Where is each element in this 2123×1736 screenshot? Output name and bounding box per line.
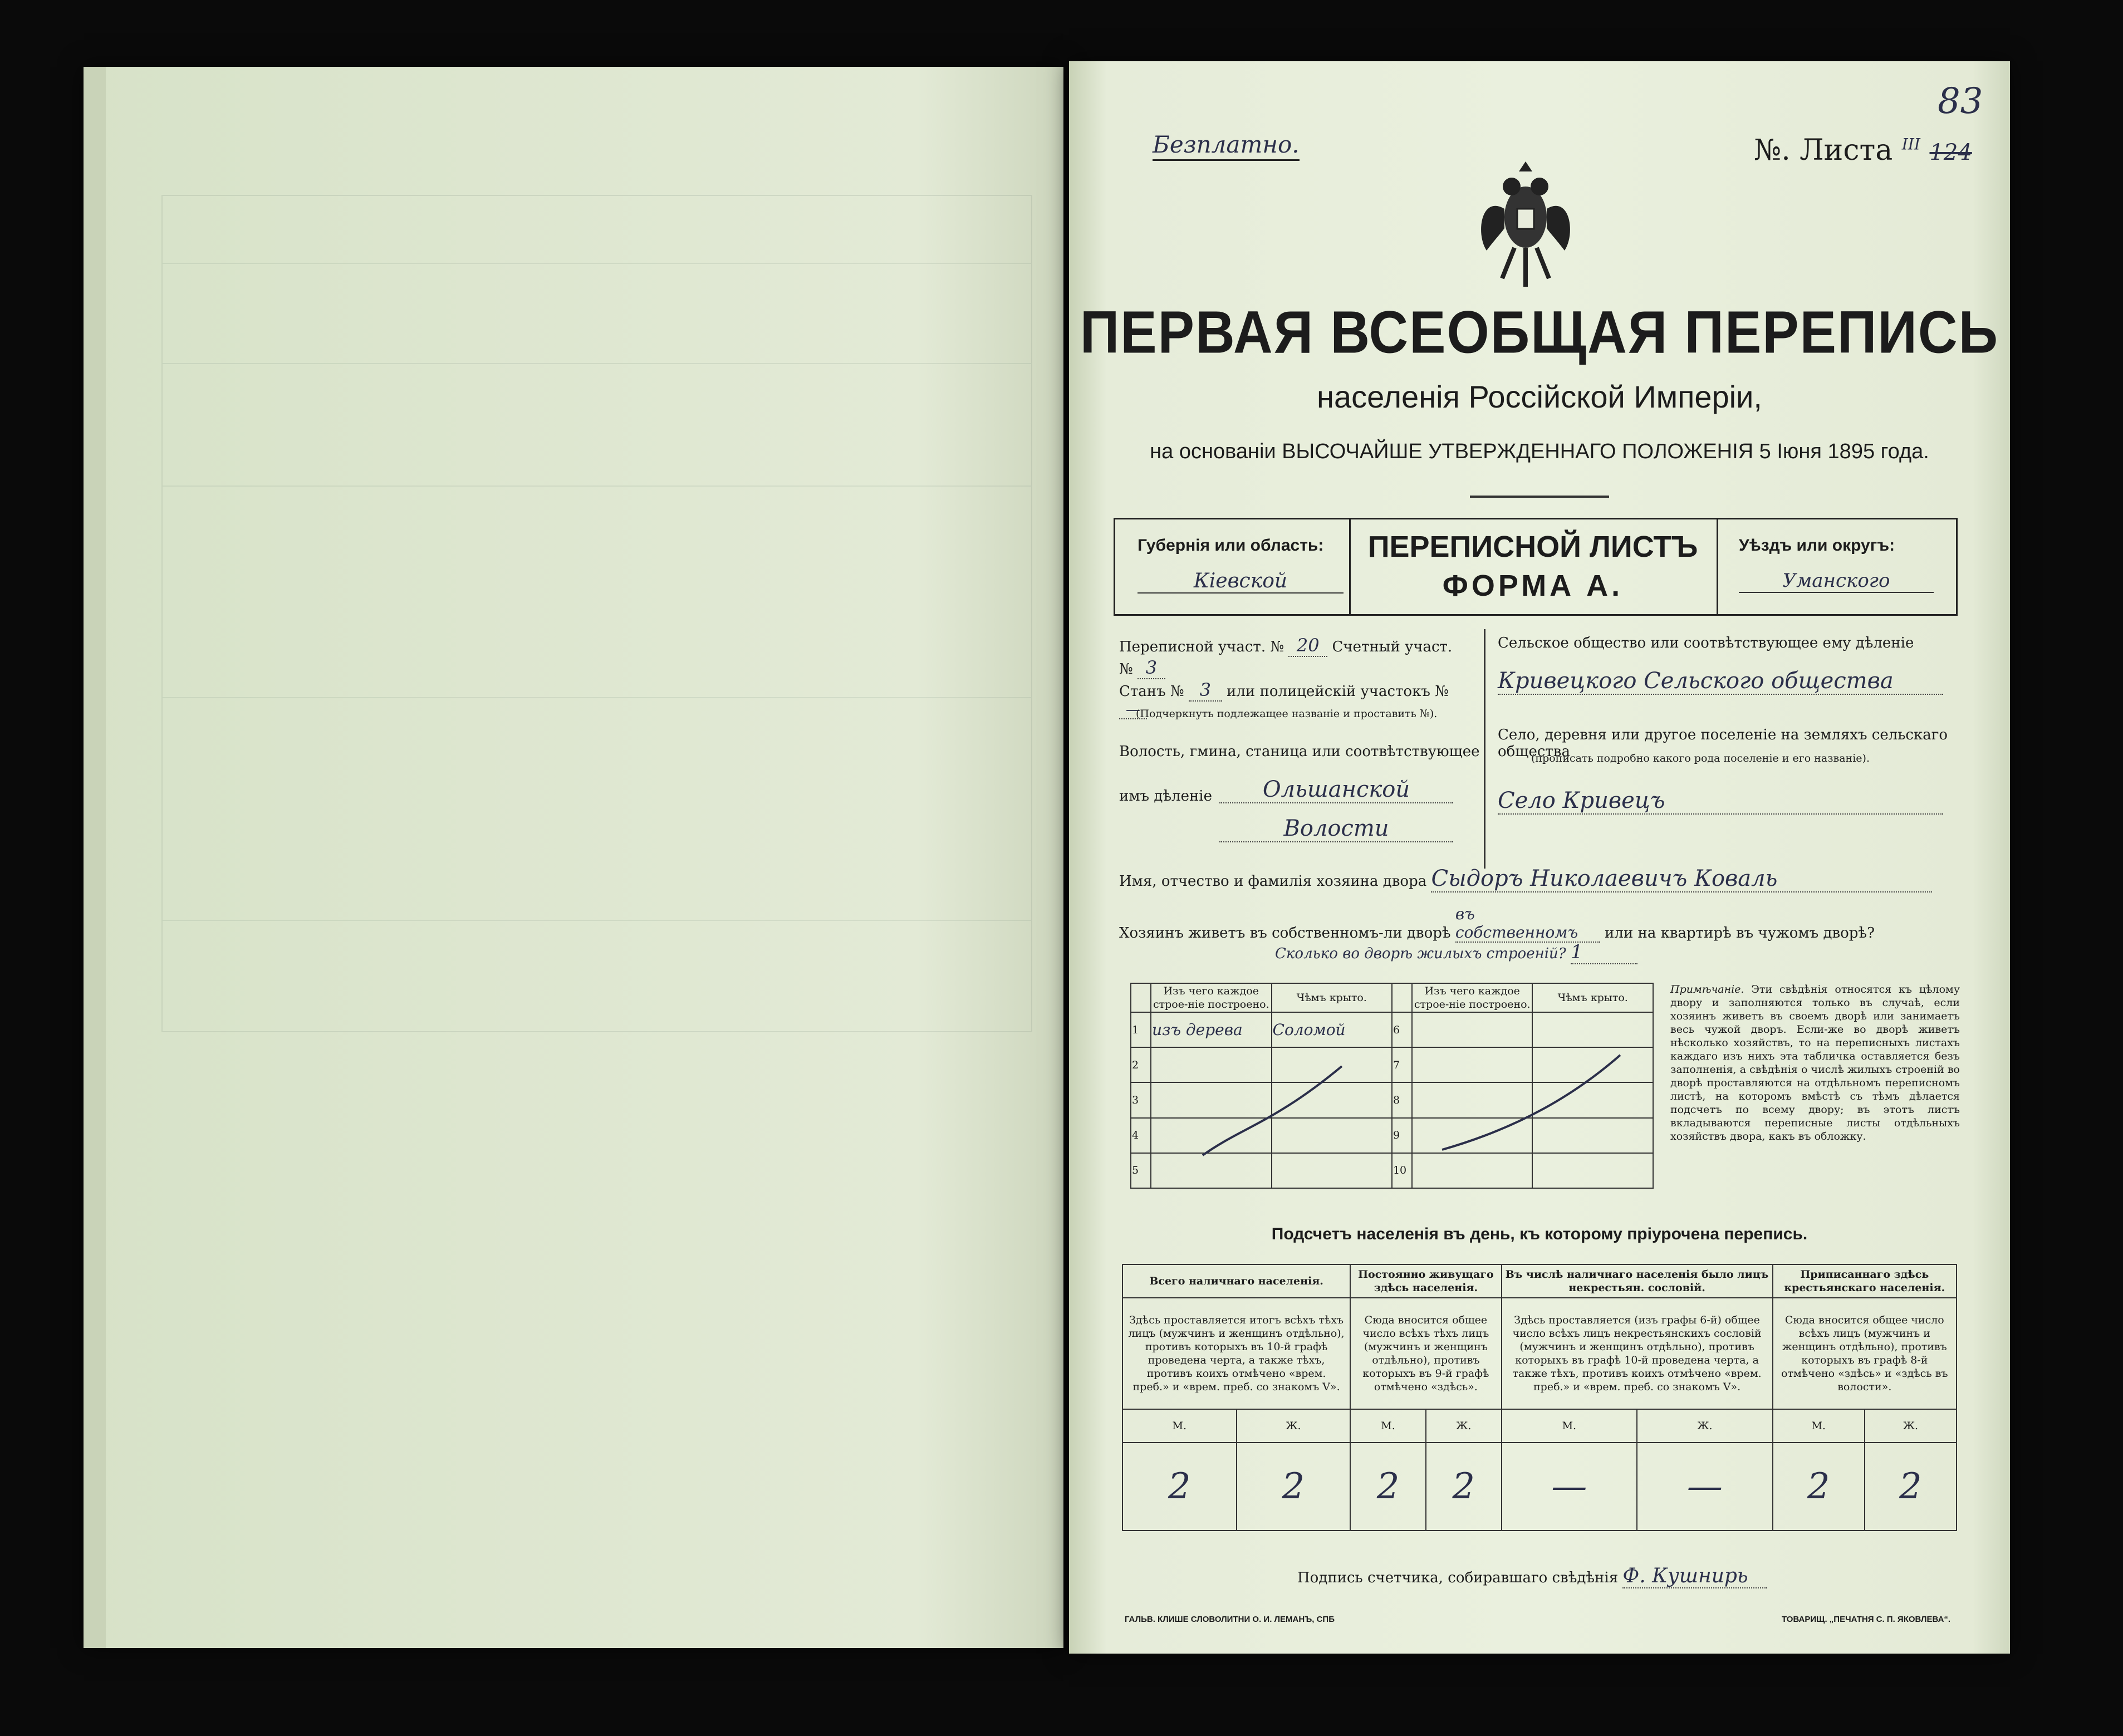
village-label: Село, деревня или другое поселеніе на земляхъ сельскаго общества bbox=[1498, 727, 1948, 760]
basis-line: на основаніи ВЫСОЧАЙШЕ УТВЕРЖДЕННАГО ПОЛОЖЕНІЯ 5 Іюня 1895 года. bbox=[1150, 440, 1929, 463]
peasant-female: 2 bbox=[1865, 1443, 1957, 1531]
stan-value: 3 bbox=[1189, 679, 1222, 702]
society-value: Кривецкого Сельского общества bbox=[1498, 668, 1943, 695]
province-label: Губернія или область: bbox=[1138, 536, 1324, 555]
census-section-row: Переписной участ. № 20 Счетный участ. № 3 bbox=[1119, 635, 1453, 678]
count-heading: Подсчетъ населенія въ день, къ которому пріурочена перепись. bbox=[1271, 1225, 1808, 1243]
sheet-marks: III bbox=[1901, 135, 1920, 154]
page-title: ПЕРВАЯ ВСЕОБЩАЯ ПЕРЕПИСЬ bbox=[1080, 298, 1999, 366]
table-row: 4 9 bbox=[1131, 1118, 1653, 1153]
note-heading: Примѣчаніе. bbox=[1670, 983, 1744, 995]
table-row: 2 7 bbox=[1131, 1047, 1653, 1082]
non-peasant-male: — bbox=[1502, 1443, 1637, 1531]
stan-row: Станъ № 3 или полицейскій участокъ № — bbox=[1119, 679, 1449, 718]
buildings-value: 1 bbox=[1571, 941, 1637, 964]
sheet-number-new: 83 bbox=[1938, 81, 1983, 122]
signature-value: Ф. Кушнирь bbox=[1622, 1565, 1767, 1588]
col-material: Изъ чего каждое строе-ніе построено. bbox=[1151, 983, 1271, 1012]
census-section-value: 20 bbox=[1288, 635, 1327, 657]
col-material-2: Изъ чего каждое строе-ніе построено. bbox=[1412, 983, 1532, 1012]
ornament-divider bbox=[1470, 496, 1609, 498]
district-value: Уманского bbox=[1739, 570, 1934, 593]
sheet-label: №. Листа bbox=[1754, 134, 1893, 167]
col-peasant-title: Приписаннаго здѣсь крестьянскаго населенія. bbox=[1773, 1264, 1957, 1298]
village-note: (прописать подробно какого рода поселеніе и его названіе). bbox=[1531, 752, 1870, 764]
district-label: Уѣздъ или округъ: bbox=[1739, 536, 1895, 555]
sheet-number-crossed: 124 bbox=[1929, 140, 1972, 165]
total-male: 2 bbox=[1122, 1443, 1237, 1531]
note-text: Эти свѣдѣнія относятся къ цѣлому двору и заполняются только въ случаѣ, если хозяинъ живетъ въ своемъ дворѣ или занимаетъ весь чужой дворъ. Если-же во дворѣ живетъ нѣсколько хозяйствъ, то на переписныхъ листахъ каждаго изъ нихъ эта табличка оставляется безъ заполненія, а свѣдѣнія о числѣ жилыхъ строеній во дворѣ проставляются на отдѣльномъ переписномъ листѣ, на которомъ вмѣстѣ съ тѣмъ дѣлается подсчетъ по всему двору; въ этотъ листъ вкладываются переписные листы отдѣльныхъ хозяйствъ двора, какъ въ обложку. bbox=[1670, 983, 1960, 1142]
fields-divider bbox=[1484, 629, 1485, 869]
count-values-row bbox=[1122, 1443, 1957, 1531]
police-value: — bbox=[1119, 702, 1147, 719]
form-subtitle: ФОРМА А. bbox=[1442, 569, 1624, 602]
form-header-box bbox=[1114, 518, 1958, 616]
free-label: Безплатно. bbox=[1153, 131, 1300, 161]
table-row: 5 10 bbox=[1131, 1153, 1653, 1188]
owner-name-row: Имя, отчество и фамилія хозяина двора Сыдоръ Николаевичъ Коваль bbox=[1119, 866, 1949, 892]
census-form-page bbox=[1069, 61, 2010, 1654]
population-table: Всего наличнаго населенія. Постоянно живущаго здѣсь населенія. Въ числѣ наличнаго населенія было лицъ некрестьян. сословій. Приписаннаго здѣсь крестьянскаго населенія. Здѣсь проставляется итогъ всѣхъ тѣхъ лицъ (мужчинъ и женщинъ отдѣльно), противъ которыхъ въ 10-й графѣ проведена черта, а также тѣхъ, противъ коихъ отмѣчено «врем. преб.» и «врем. преб. со знакомъ V». Сюда вносится общее число всѣхъ тѣхъ лицъ (мужчинъ и женщинъ отдѣльно), противъ которыхъ въ 9-й графѣ отмѣчено «здѣсь». Здѣсь проставляется (изъ графы 6-й) общее число всѣхъ лицъ некрестьянскихъ сословій (мужчинъ и женщинъ отдѣльно), противъ которыхъ въ графѣ 10-й проведена черта, а также тѣхъ, противъ коихъ отмѣчено «врем. преб.» и «врем. преб. со знакомъ V». Сюда вносится общее число всѣхъ лицъ (мужчинъ и женщинъ отдѣльно), противъ которыхъ въ графѣ 8-й отмѣчено «здѣсь» и «здѣсь въ волости». М. Ж. М. Ж. М. Ж. М. Ж. 2 2 2 2 — — 2 2 bbox=[1122, 1264, 1957, 1531]
peasant-male: 2 bbox=[1773, 1443, 1865, 1531]
buildings-row: Сколько во дворѣ жилыхъ строеній? 1 bbox=[1275, 941, 1637, 964]
count-section-value: 3 bbox=[1138, 657, 1165, 679]
show-through-table bbox=[161, 195, 1032, 1032]
signature-row bbox=[1297, 1565, 1767, 1588]
volost-label: Волость, гмина, станица или соотвѣтствующее bbox=[1119, 743, 1480, 760]
imperial-eagle-emblem bbox=[1470, 156, 1581, 295]
form-title: ПЕРЕПИСНОЙ ЛИСТЪ bbox=[1367, 530, 1698, 563]
sheet-number-label bbox=[1754, 134, 1972, 167]
table-row: 1 изъ дерева Соломой 6 bbox=[1131, 1012, 1653, 1047]
col-roof-2: Чѣмъ крыто. bbox=[1532, 983, 1653, 1012]
table-row: 3 8 bbox=[1131, 1082, 1653, 1117]
note-block bbox=[1670, 983, 1960, 1143]
page-edge bbox=[84, 67, 106, 1648]
col-roof: Чѣмъ крыто. bbox=[1272, 983, 1392, 1012]
col-permanent-title: Постоянно живущаго здѣсь населенія. bbox=[1350, 1264, 1501, 1298]
underline-note: (Подчеркнуть подлежащее названіе и проставить №). bbox=[1136, 708, 1438, 720]
owner-name-value: Сыдоръ Николаевичъ Коваль bbox=[1431, 866, 1932, 892]
society-label: Сельское общество или соотвѣтствующее ему дѣленіе bbox=[1498, 635, 1914, 651]
col-total-title: Всего наличнаго населенія. bbox=[1122, 1264, 1350, 1298]
permanent-male: 2 bbox=[1350, 1443, 1426, 1531]
non-peasant-female: — bbox=[1637, 1443, 1773, 1531]
volost-label-2: имъ дѣленіе bbox=[1119, 788, 1212, 805]
volost-value-2: Волости bbox=[1219, 816, 1453, 842]
village-value: Село Кривецъ bbox=[1498, 788, 1943, 815]
owner-lives-row: Хозяинъ живетъ въ собственномъ-ли дворѣ въ собственномъ или на квартирѣ въ чужомъ дворѣ? bbox=[1119, 905, 1875, 941]
permanent-female: 2 bbox=[1426, 1443, 1502, 1531]
left-page bbox=[84, 67, 1063, 1648]
owner-lives-value: въ собственномъ bbox=[1455, 905, 1600, 943]
province-value: Кіевской bbox=[1138, 570, 1344, 594]
strike-through-marks bbox=[1130, 983, 1654, 1189]
footer-left: ГАЛЬВ. КЛИШЕ СЛОВОЛИТНИ О. И. ЛЕМАНЪ, СПБ bbox=[1125, 1615, 1335, 1624]
volost-value: Ольшанской bbox=[1219, 777, 1453, 803]
footer-right: ТОВАРИЩ. „ПЕЧАТНЯ С. П. ЯКОВЛЕВА“. bbox=[1782, 1615, 1951, 1624]
signature-label: Подпись счетчика, собиравшаго свѣдѣнія bbox=[1297, 1570, 1619, 1586]
page-subtitle: населенія Россійской Имперіи, bbox=[1317, 379, 1762, 414]
total-female: 2 bbox=[1237, 1443, 1351, 1531]
col-non-peasant-title: Въ числѣ наличнаго населенія было лицъ некрестьян. сословій. bbox=[1502, 1264, 1773, 1298]
